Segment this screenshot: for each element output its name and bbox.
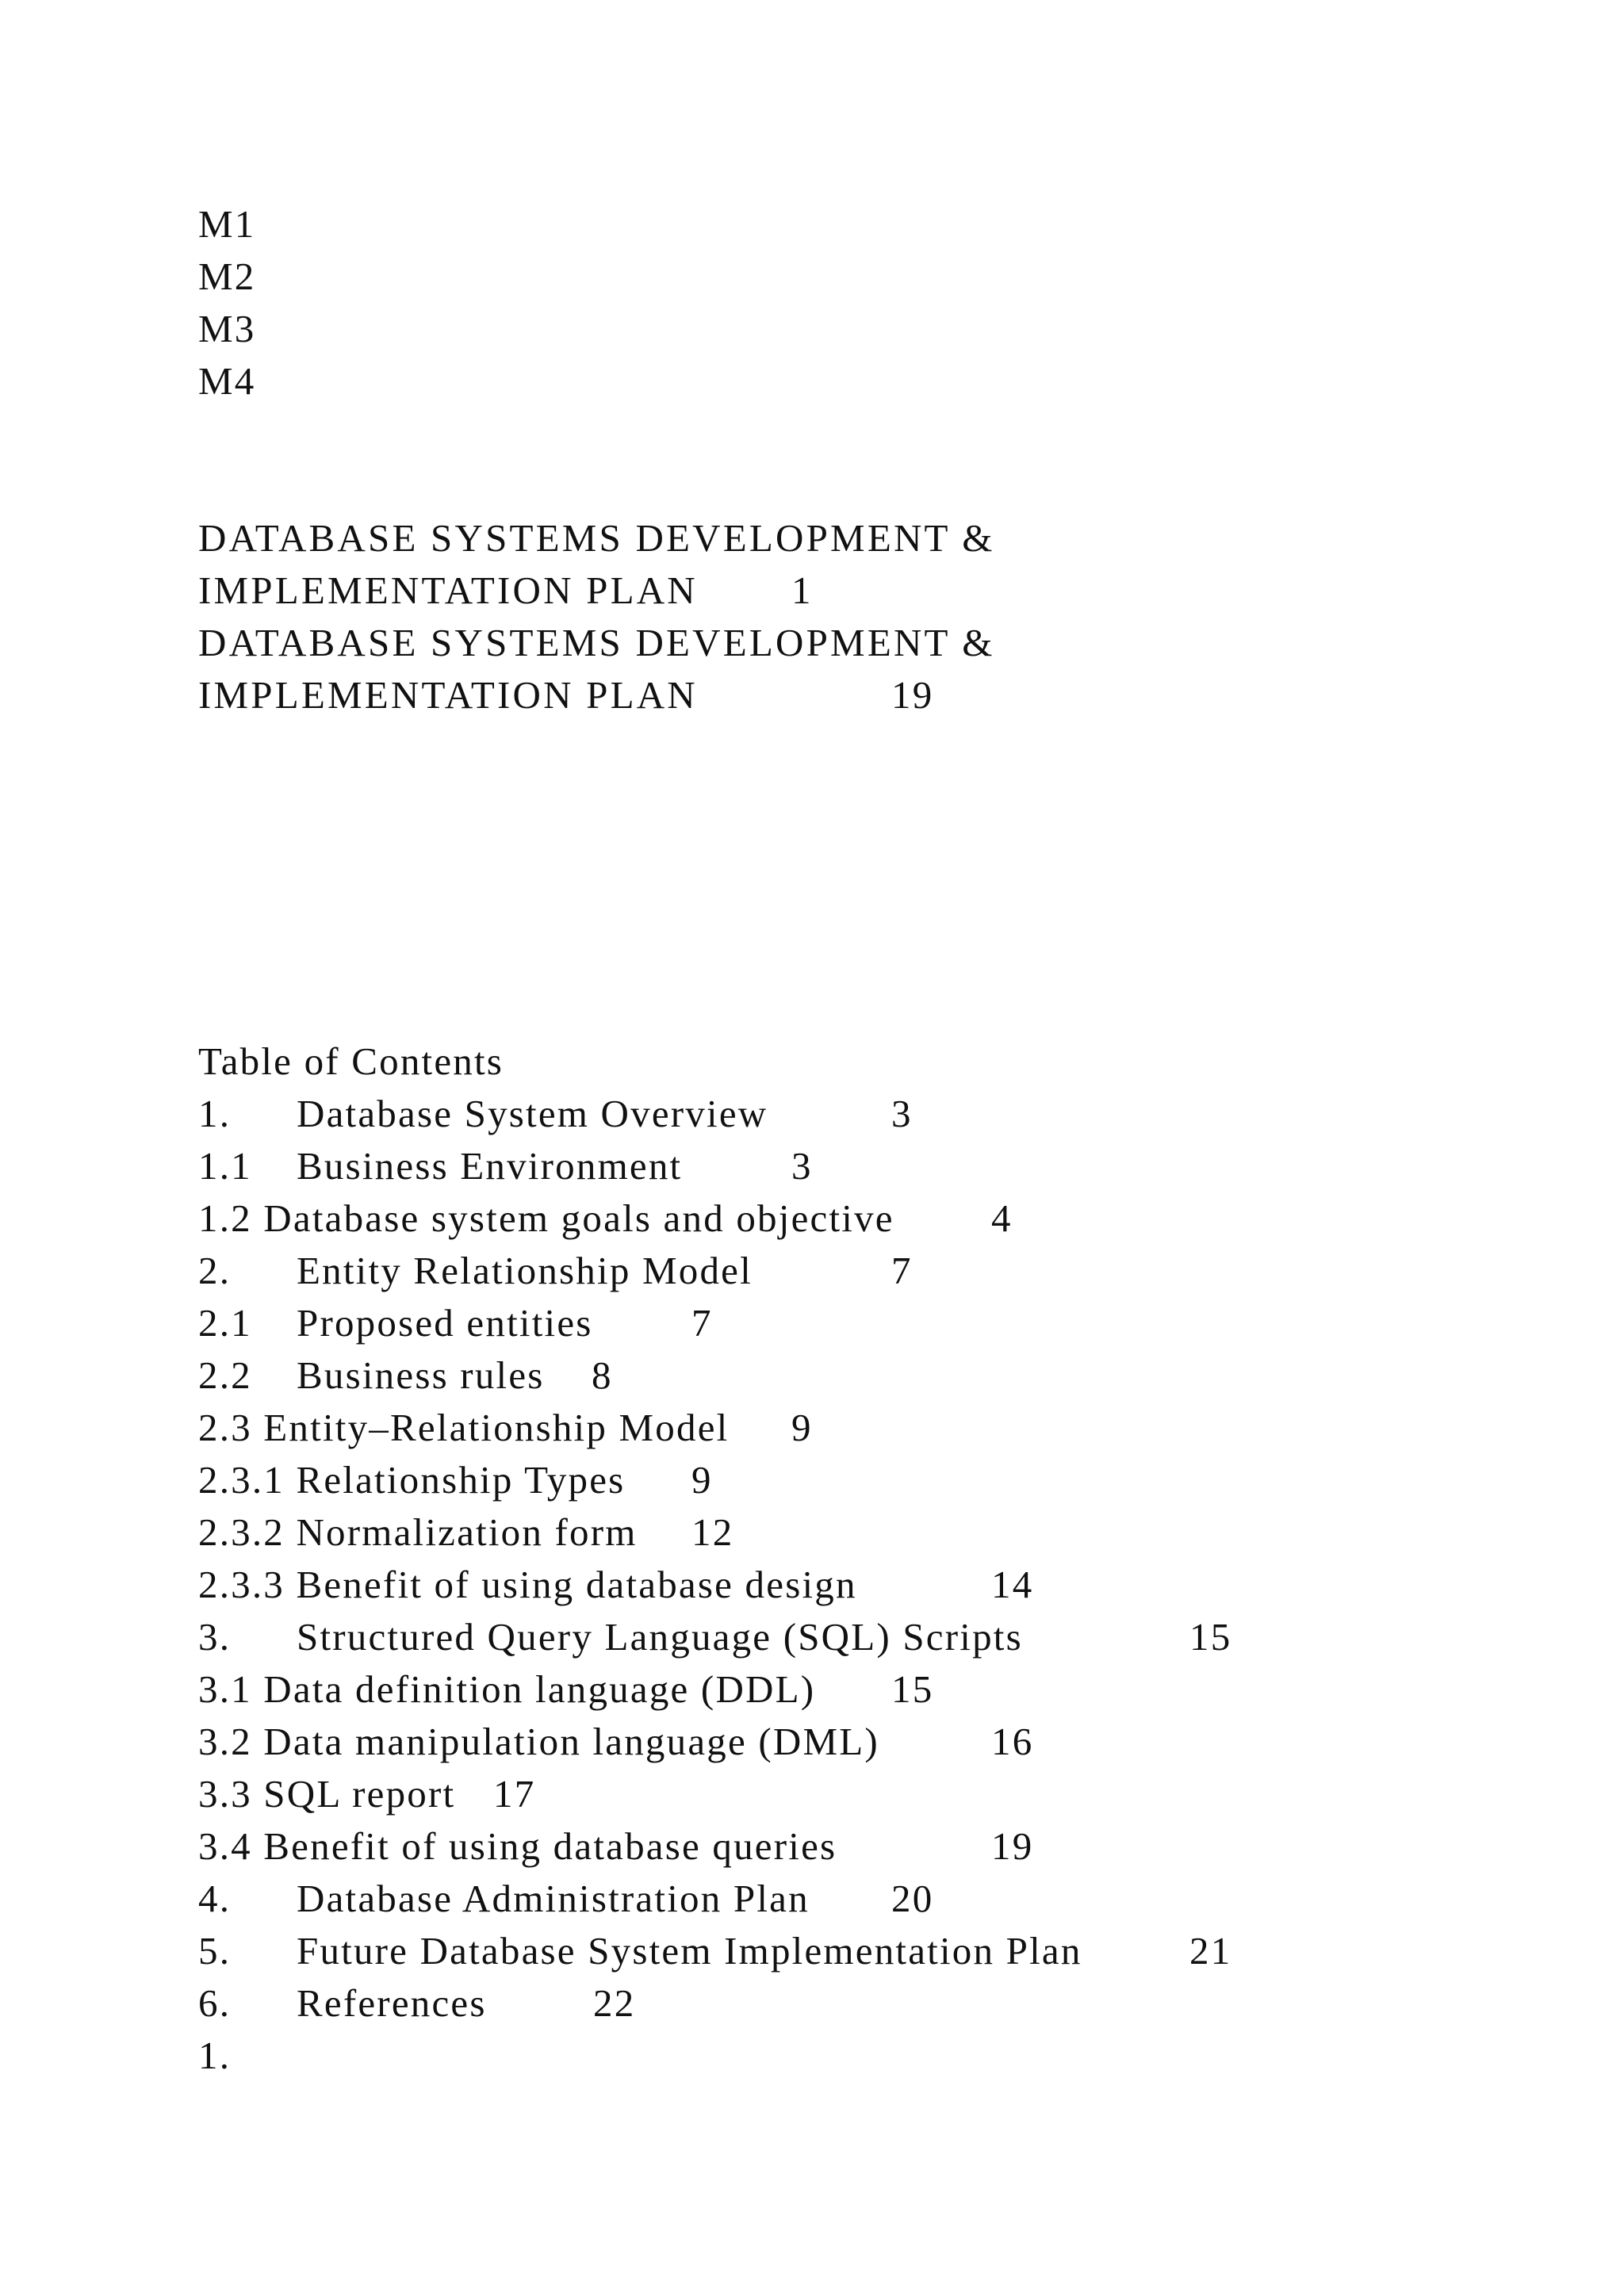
toc-entry-title: 2.3.2 Normalization form <box>198 1510 638 1554</box>
toc-entry-num: 4. <box>198 1877 232 1920</box>
running-header-line2-alt: IMPLEMENTATION PLAN <box>198 673 698 717</box>
toc-entry-page: 19 <box>991 1824 1034 1868</box>
toc-entry-num: 3. <box>198 1615 232 1659</box>
toc-entry-title: 3.4 Benefit of using database queries <box>198 1824 837 1868</box>
running-header-line2: IMPLEMENTATION PLAN <box>198 568 698 612</box>
toc-entry-page: 9 <box>691 1458 713 1502</box>
toc-entry-num: 1. <box>198 1092 232 1135</box>
toc-entry-title: 2.3 Entity–Relationship Model <box>198 1406 730 1449</box>
toc-entry-title: 2.3.3 Benefit of using database design <box>198 1563 857 1606</box>
toc-entry-num: 2.2 <box>198 1353 252 1397</box>
toc-entry-title: 2.3.1 Relationship Types <box>198 1458 626 1502</box>
running-header-page-number: 1 <box>791 568 813 612</box>
marker-m1: M1 <box>198 202 256 246</box>
toc-entry-page: 21 <box>1189 1929 1232 1973</box>
toc-entry-page: 15 <box>1189 1615 1232 1659</box>
toc-entry-title: 3.1 Data definition language (DDL) <box>198 1667 816 1711</box>
toc-entry-page: 3 <box>791 1144 813 1188</box>
toc-entry-title: Structured Query Language (SQL) Scripts <box>297 1615 1023 1659</box>
toc-entry-page: 15 <box>891 1667 934 1711</box>
toc-entry-page: 9 <box>791 1406 813 1449</box>
marker-m4: M4 <box>198 359 256 403</box>
trailing-section-number: 1. <box>198 2034 232 2077</box>
toc-entry-page: 3 <box>891 1092 913 1135</box>
toc-entry-page: 14 <box>991 1563 1034 1606</box>
toc-entry-page: 20 <box>891 1877 934 1920</box>
toc-entry-num: 2. <box>198 1249 232 1292</box>
toc-entry-title: Proposed entities <box>297 1301 593 1345</box>
toc-entry-num: 5. <box>198 1929 232 1973</box>
toc-entry-page: 22 <box>593 1981 636 2025</box>
running-header-line1-alt: DATABASE SYSTEMS DEVELOPMENT & <box>198 621 995 664</box>
toc-entry-title: 3.3 SQL report <box>198 1772 456 1816</box>
toc-entry-title: Entity Relationship Model <box>297 1249 753 1292</box>
toc-entry-title: 1.2 Database system goals and objective <box>198 1196 894 1240</box>
marker-m3: M3 <box>198 307 256 350</box>
toc-entry-title: Future Database System Implementation Plan <box>297 1929 1082 1973</box>
toc-entry-num: 2.1 <box>198 1301 252 1345</box>
toc-entry-page: 16 <box>991 1720 1034 1763</box>
toc-entry-title: Database Administration Plan <box>297 1877 810 1920</box>
toc-title: Table of Contents <box>198 1039 504 1083</box>
toc-entry-title: 3.2 Data manipulation language (DML) <box>198 1720 879 1763</box>
toc-entry-num: 6. <box>198 1981 232 2025</box>
marker-m2: M2 <box>198 254 256 298</box>
running-header-line1: DATABASE SYSTEMS DEVELOPMENT & <box>198 516 995 560</box>
toc-entry-page: 4 <box>991 1196 1013 1240</box>
toc-entry-page: 8 <box>592 1353 613 1397</box>
toc-entry-title: Database System Overview <box>297 1092 768 1135</box>
toc-entry-page: 7 <box>891 1249 913 1292</box>
toc-entry-title: Business Environment <box>297 1144 683 1188</box>
toc-entry-title: Business rules <box>297 1353 545 1397</box>
toc-entry-page: 17 <box>493 1772 536 1816</box>
toc-entry-page: 12 <box>691 1510 734 1554</box>
toc-entry-title: References <box>297 1981 487 2025</box>
running-header-page-number-alt: 19 <box>891 673 934 717</box>
toc-entry-num: 1.1 <box>198 1144 252 1188</box>
toc-entry-page: 7 <box>691 1301 713 1345</box>
